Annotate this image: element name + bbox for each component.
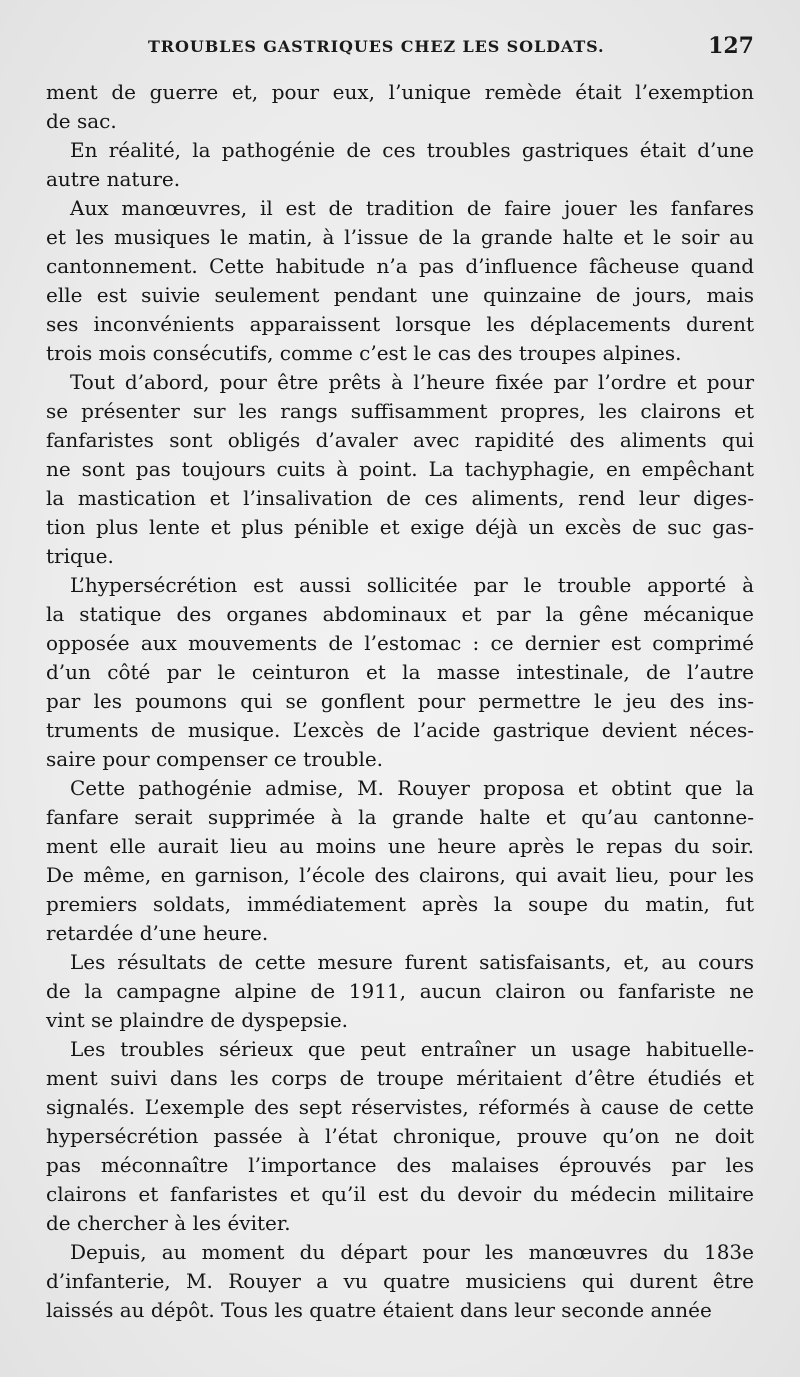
text-line: la mastication et l’insalivation de ces aliments, rend leur diges-	[46, 486, 754, 510]
page-number: 127	[708, 33, 754, 59]
text-line: la statique des organes abdominaux et par la gêne mécanique	[46, 602, 754, 626]
text-line: trois mois consécutifs, comme c’est le cas des troupes alpines.	[46, 341, 682, 365]
text-line: tion plus lente et plus pénible et exige déjà un excès de suc gas-	[46, 515, 754, 539]
text-line: de la campagne alpine de 1911, aucun clairon ou fanfariste ne	[46, 979, 754, 1003]
text-line: ses inconvénients apparaissent lorsque les déplacements durent	[46, 312, 754, 336]
text-line: De même, en garnison, l’école des clairons, qui avait lieu, pour les	[46, 863, 754, 887]
text-line: Aux manœuvres, il est de tradition de faire jouer les fanfares	[70, 196, 754, 220]
text-line: Cette pathogénie admise, M. Rouyer proposa et obtint que la	[70, 776, 754, 800]
paragraph	[46, 1035, 754, 1238]
text-line: opposée aux mouvements de l’estomac : ce dernier est comprimé	[46, 631, 754, 655]
text-line: ne sont pas toujours cuits à point. La tachyphagie, en empêchant	[46, 457, 754, 481]
text-line: fanfare serait supprimée à la grande halte et qu’au cantonne-	[46, 805, 754, 829]
text-line: pas méconnaître l’importance des malaises éprouvés par les	[46, 1153, 754, 1177]
paragraph	[46, 774, 754, 948]
text-line: ment de guerre et, pour eux, l’unique remède était l’exemption	[46, 80, 754, 104]
body-text	[46, 78, 754, 1325]
text-line: par les poumons qui se gonflent pour permettre le jeu des ins-	[46, 689, 754, 713]
text-line: clairons et fanfaristes et qu’il est du devoir du médecin militaire	[46, 1182, 754, 1206]
text-line: autre nature.	[46, 167, 181, 191]
text-line: signalés. L’exemple des sept réservistes, réformés à cause de cette	[46, 1095, 754, 1119]
text-line: cantonnement. Cette habitude n’a pas d’influence fâcheuse quand	[46, 254, 754, 278]
running-title: TROUBLES GASTRIQUES CHEZ LES SOLDATS.	[148, 37, 605, 56]
text-line: de chercher à les éviter.	[46, 1211, 291, 1235]
text-line: d’infanterie, M. Rouyer a vu quatre musiciens qui durent être	[46, 1269, 754, 1293]
text-line: En réalité, la pathogénie de ces troubles gastriques était d’une	[70, 138, 754, 162]
page-header	[148, 33, 754, 63]
text-line: L’hypersécrétion est aussi sollicitée par le trouble apporté à	[70, 573, 754, 597]
paragraph	[46, 194, 754, 368]
paragraph	[46, 368, 754, 571]
text-line: retardée d’une heure.	[46, 921, 269, 945]
text-line: fanfaristes sont obligés d’avaler avec rapidité des aliments qui	[46, 428, 754, 452]
text-line: se présenter sur les rangs suffisamment propres, les clairons et	[46, 399, 754, 423]
paragraph	[46, 1238, 754, 1325]
text-line: d’un côté par le ceinturon et la masse intestinale, de l’autre	[46, 660, 754, 684]
text-line: elle est suivie seulement pendant une quinzaine de jours, mais	[46, 283, 754, 307]
text-line: saire pour compenser ce trouble.	[46, 747, 384, 771]
text-line: Depuis, au moment du départ pour les manœuvres du 183e	[70, 1240, 754, 1264]
paragraph	[46, 948, 754, 1035]
paragraph	[46, 78, 754, 136]
text-line: Tout d’abord, pour être prêts à l’heure fixée par l’ordre et pour	[70, 370, 754, 394]
text-line: truments de musique. L’excès de l’acide gastrique devient néces-	[46, 718, 754, 742]
text-line: premiers soldats, immédiatement après la soupe du matin, fut	[46, 892, 754, 916]
text-line: ment elle aurait lieu au moins une heure après le repas du soir.	[46, 834, 754, 858]
text-line: Les résultats de cette mesure furent satisfaisants, et, au cours	[70, 950, 754, 974]
text-line: trique.	[46, 544, 114, 568]
text-line: vint se plaindre de dyspepsie.	[46, 1008, 349, 1032]
text-line: ment suivi dans les corps de troupe méritaient d’être étudiés et	[46, 1066, 754, 1090]
text-line: et les musiques le matin, à l’issue de la grande halte et le soir au	[46, 225, 754, 249]
text-line: de sac.	[46, 109, 117, 133]
paragraph	[46, 136, 754, 194]
paragraph	[46, 571, 754, 774]
text-line: laissés au dépôt. Tous les quatre étaient dans leur seconde année	[46, 1298, 712, 1322]
text-line: Les troubles sérieux que peut entraîner un usage habituelle-	[70, 1037, 754, 1061]
text-line: hypersécrétion passée à l’état chronique, prouve qu’on ne doit	[46, 1124, 754, 1148]
